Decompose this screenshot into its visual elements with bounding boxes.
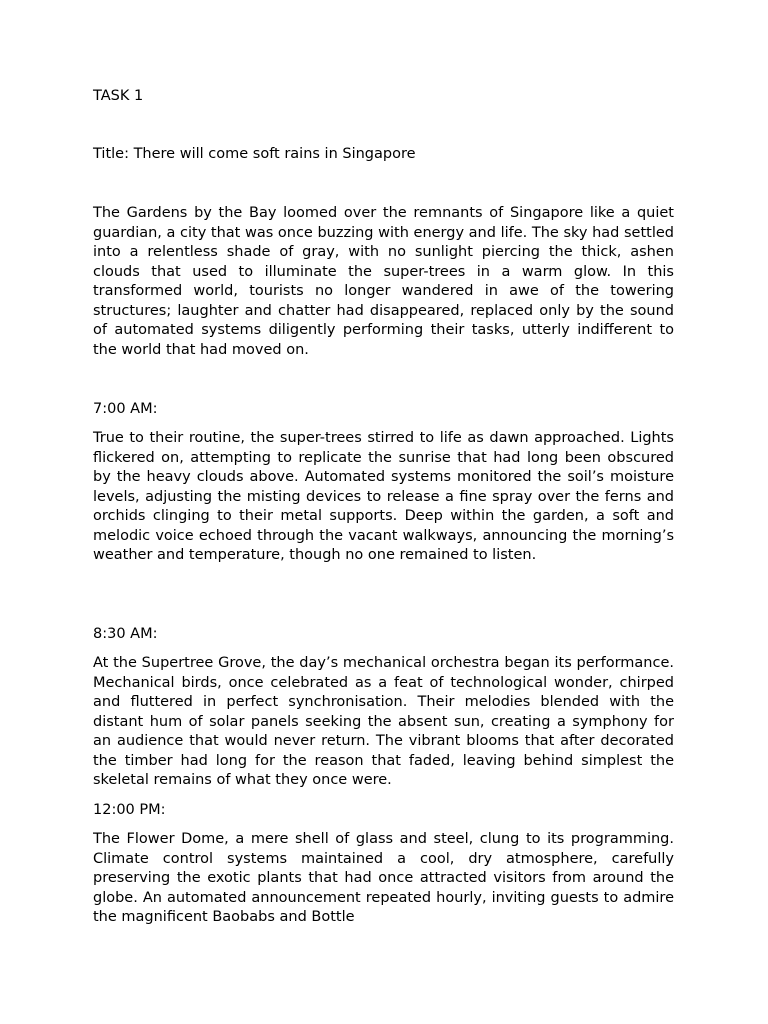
section-paragraph: True to their routine, the super-trees stirred to life as dawn approached. Lights flickered on, attempting to replicate the sunrise that had long been obscured by the heavy clouds above. Automated systems monitored the soil’s moisture levels, adjusting the misting devices to release a fine spray over the ferns and orchids clinging to their metal supports. Deep within the garden, a soft and melodic voice echoed through the vacant walkways, announcing the morning’s weather and temperature, though no one remained to listen. bbox=[93, 430, 674, 563]
intro-paragraph: The Gardens by the Bay loomed over the remnants of Singapore like a quiet guardian, a city that was once buzzing with energy and life. The sky had settled into a relentless shade of gray, with no sunlight piercing the thick, ashen clouds that used to illuminate the super-trees in a warm glow. In this transformed world, tourists no longer wandered in awe of the towering structures; laughter and chatter had disappeared, replaced only by the sound of automated systems diligently performing their tasks, utterly indifferent to the world that had moved on. bbox=[93, 205, 674, 358]
time-heading: 8:30 AM: bbox=[93, 626, 158, 642]
story-title: Title: There will come soft rains in Singapore bbox=[93, 146, 416, 162]
time-heading: 7:00 AM: bbox=[93, 401, 158, 417]
task-label: TASK 1 bbox=[93, 88, 144, 104]
section-paragraph: The Flower Dome, a mere shell of glass and steel, clung to its programming. Climate control systems maintained a cool, dry atmosphere, carefully preserving the exotic plants that had once attracted visitors from around the globe. An automated announcement repeated hourly, inviting guests to admire the magnificent Baobabs and Bottle bbox=[93, 831, 674, 925]
time-heading: 12:00 PM: bbox=[93, 802, 166, 818]
section-paragraph: At the Supertree Grove, the day’s mechanical orchestra began its performance. Mechanical birds, once celebrated as a feat of technological wonder, chirped and fluttered in perfect synchronisation. Their melodies blended with the distant hum of solar panels seeking the absent sun, creating a symphony for an audience that would never return. The vibrant blooms that after decorated the timber had long for the reason that faded, leaving behind simplest the skeletal remains of what they once were. bbox=[93, 655, 674, 788]
